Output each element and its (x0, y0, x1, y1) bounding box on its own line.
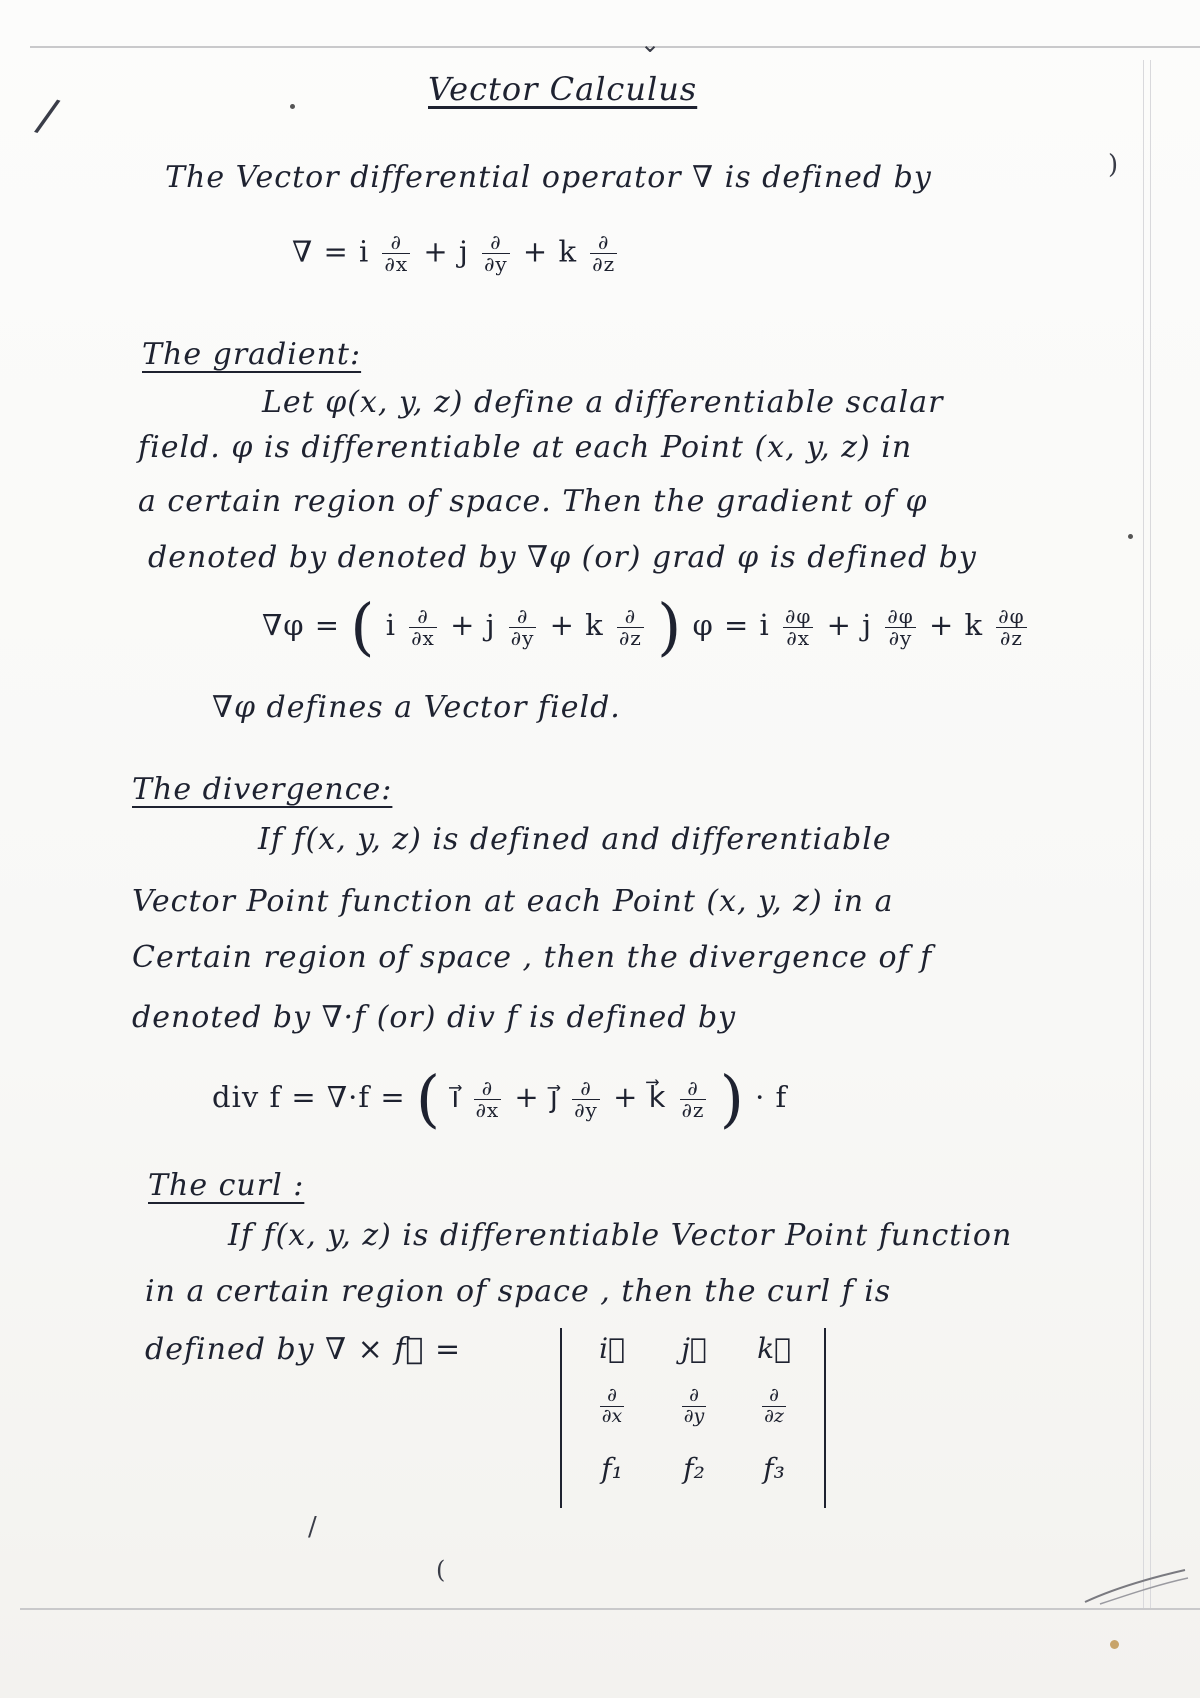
stray-pen-mark: ⌄ (640, 30, 661, 58)
divergence-equation (212, 1062, 788, 1135)
gradient-eq-phi: φ (692, 608, 714, 642)
gradient-line-1: Let φ(x, y, z) define a differentiable scalar (262, 385, 944, 420)
det-cell: f₁ (601, 1452, 623, 1485)
gradient-line-3: a certain region of space. Then the gradient of φ (138, 484, 928, 519)
divergence-line-4: denoted by ∇·f (or) div f is defined by (132, 1000, 737, 1035)
det-cell: f₃ (763, 1452, 785, 1485)
gradient-eq-plus-j: + j (450, 608, 496, 642)
divergence-eq-i: i⃗ (451, 1080, 461, 1114)
right-margin-line-2 (1150, 60, 1151, 1608)
ruled-line-bottom (20, 1608, 1200, 1610)
close-paren: ) (719, 1062, 745, 1135)
partial-phi-y: $\frac{\partial\varphi}{\partial y}$ (887, 603, 914, 650)
del-plus-k: + k (522, 234, 578, 269)
det-cell: f₂ (683, 1452, 705, 1485)
divergence-eq-plus-j: + j⃗ (514, 1080, 559, 1114)
partial-y: $\frac{\partial}{\partial y}$ (574, 1075, 598, 1122)
right-margin-line (1143, 60, 1144, 1608)
determinant-row-components (562, 1452, 824, 1512)
gradient-line-5: ∇φ defines a Vector field. (212, 690, 621, 725)
partial-phi-x: $\frac{\partial\varphi}{\partial x}$ (785, 603, 812, 650)
partial-y: $\frac{\partial}{\partial y}$ (484, 230, 508, 276)
stray-pen-mark: ) (1108, 150, 1119, 180)
stray-pen-mark: / (308, 1512, 317, 1542)
pen-scribble (1080, 1560, 1190, 1610)
curl-heading: The curl : (148, 1168, 305, 1203)
partial-x: $\frac{\partial}{\partial x}$ (475, 1075, 500, 1122)
stray-pen-mark: / (32, 86, 64, 144)
det-cell: $\frac{\partial}{\partial z}$ (764, 1384, 784, 1427)
ink-speck (1128, 534, 1133, 539)
gradient-eq-lhs: ∇φ = (262, 608, 341, 642)
gradient-eq-plus-k2: + k (928, 608, 984, 642)
stray-pen-mark: ( (436, 1556, 446, 1584)
det-cell: j⃗ (681, 1332, 707, 1365)
gradient-line-4: denoted by denoted by ∇φ (or) grad φ is defined by (148, 540, 977, 575)
del-operator-lhs: ∇ = i (292, 234, 370, 269)
gradient-line-2: field. φ is differentiable at each Point (x, y, z) in (138, 430, 913, 465)
del-operator-equation (292, 232, 620, 275)
ruled-line-top (30, 46, 1200, 48)
det-cell: $\frac{\partial}{\partial x}$ (601, 1384, 623, 1427)
ink-speck (290, 104, 295, 109)
gradient-eq-plus-j2: + j (826, 608, 873, 642)
divergence-line-1: If f(x, y, z) is defined and differentiable (258, 822, 892, 857)
gradient-eq-plus-k: + k (549, 608, 604, 642)
divergence-eq-plus-k: + k⃗ (613, 1080, 667, 1114)
divergence-eq-lhs: div f = ∇·f = (212, 1080, 406, 1114)
curl-line-3: defined by ∇ × f⃗ = (145, 1332, 462, 1367)
intro-line-1: The Vector differential operator ∇ is defined by (165, 160, 932, 195)
det-cell: k⃗ (757, 1332, 791, 1365)
gradient-eq-i: i (385, 608, 396, 642)
divergence-eq-tail: · f (755, 1080, 788, 1114)
partial-y: $\frac{\partial}{\partial y}$ (510, 603, 535, 650)
partial-x: $\frac{\partial}{\partial x}$ (411, 603, 435, 650)
close-paren: ) (657, 590, 683, 663)
determinant-row-partials (562, 1386, 824, 1446)
partial-phi-z: $\frac{\partial\varphi}{\partial z}$ (998, 603, 1025, 650)
det-cell: $\frac{\partial}{\partial y}$ (683, 1384, 705, 1427)
curl-line-1: If f(x, y, z) is differentiable Vector Point function (228, 1218, 1013, 1253)
page-title: Vector Calculus (428, 70, 698, 108)
divergence-heading: The divergence: (132, 772, 393, 807)
divergence-line-2: Vector Point function at each Point (x, y, z) in a (132, 884, 894, 919)
gradient-eq-expanded-i: = i (724, 608, 770, 642)
gradient-equation (262, 590, 1030, 663)
curl-determinant (560, 1328, 826, 1508)
partial-x: $\frac{\partial}{\partial x}$ (384, 230, 409, 276)
divergence-line-3: Certain region of space , then the divergence of f (132, 940, 933, 975)
ink-speck (1110, 1640, 1119, 1649)
partial-z: $\frac{\partial}{\partial z}$ (681, 1075, 705, 1122)
partial-z: $\frac{\partial}{\partial z}$ (618, 603, 642, 650)
gradient-heading: The gradient: (142, 337, 362, 372)
curl-line-2: in a certain region of space , then the curl f is (145, 1274, 892, 1309)
det-cell: i⃗ (599, 1332, 625, 1365)
open-paren: ( (350, 590, 376, 663)
del-plus-j: + j (423, 234, 469, 269)
open-paren: ( (415, 1062, 442, 1135)
determinant-row-unit-vectors (562, 1332, 824, 1392)
partial-z: $\frac{\partial}{\partial z}$ (592, 230, 616, 276)
